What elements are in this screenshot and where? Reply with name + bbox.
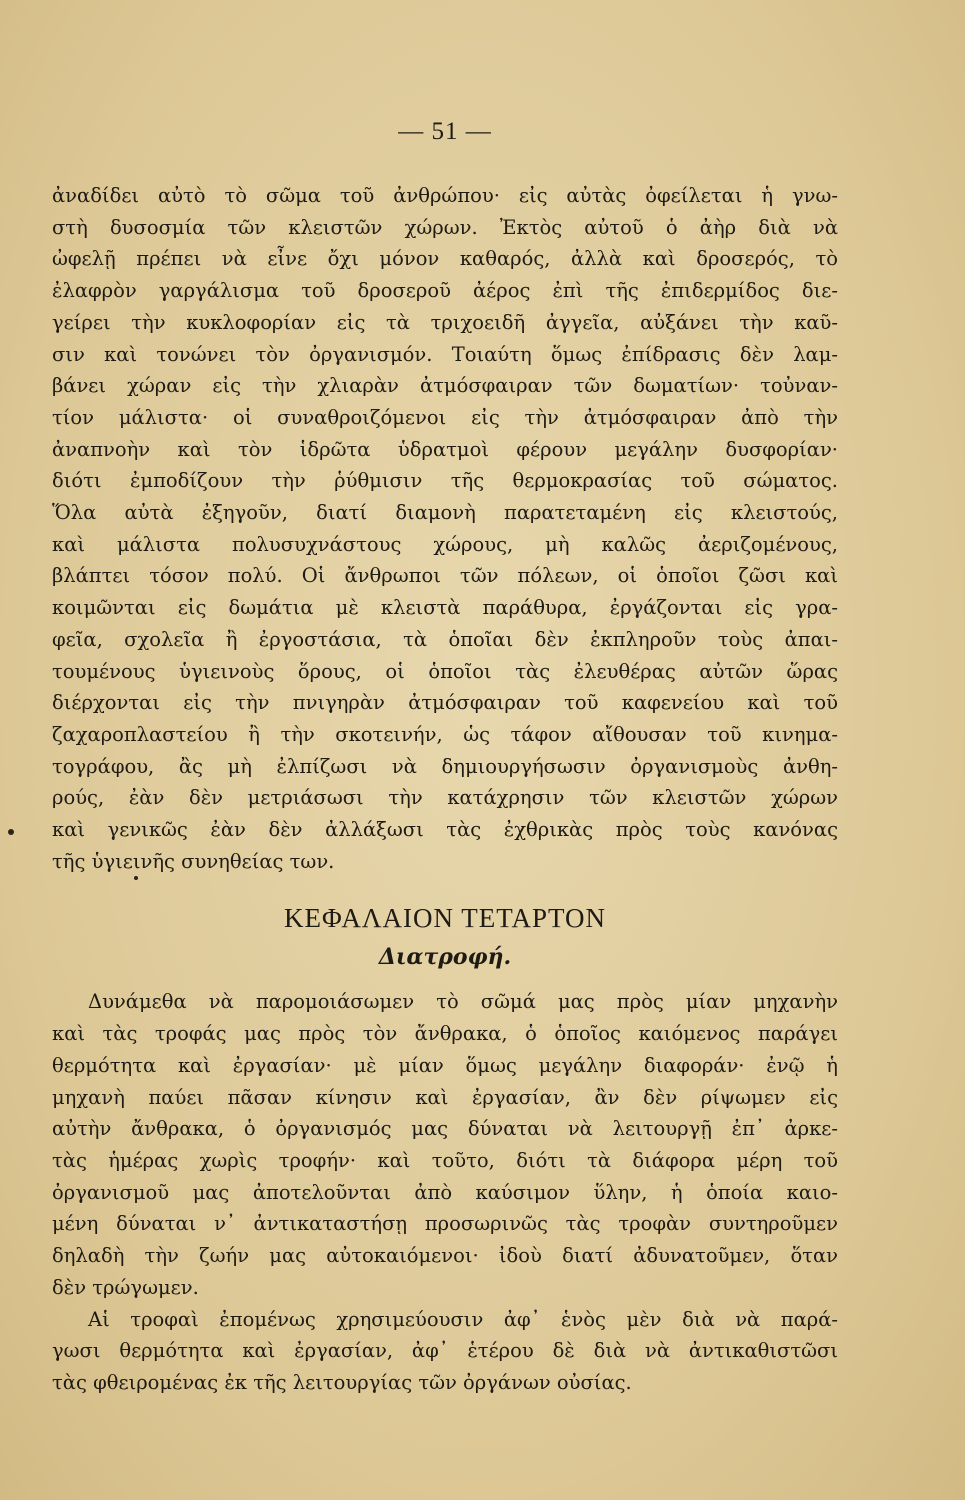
text-line: μένη δύναται ν᾽ ἀντικαταστήσῃ προσωρινῶς τὰς τροφὰν συντηροῦμεν: [52, 1212, 838, 1236]
text-line: κοιμῶνται εἰς δωμάτια μὲ κλειστὰ παράθυρα, ἐργάζονται εἰς γρα-: [52, 596, 838, 620]
book-page: [52, 118, 838, 1399]
text-line: σιν καὶ τονώνει τὸν ὀργανισμόν. Τοιαύτη ὅμως ἐπίδρασις δὲν λαμ-: [52, 342, 838, 366]
text-line: θερμότητα καὶ ἐργασίαν· μὲ μίαν ὅμως μεγάλην διαφοράν· ἐνῷ ἡ: [52, 1053, 838, 1077]
text-line: βλάπτει τόσον πολύ. Οἱ ἄνθρωποι τῶν πόλεων, οἱ ὁποῖοι ζῶσι καὶ: [52, 564, 838, 588]
paragraph-1: [52, 180, 838, 877]
text-line: τογράφου, ἂς μὴ ἐλπίζωσι νὰ δημιουργήσωσιν ὀργανισμοὺς ἀνθη-: [52, 754, 838, 778]
text-line: ἐλαφρὸν γαργάλισμα τοῦ δροσεροῦ ἀέρος ἐπὶ τῆς ἐπιδερμίδος διε-: [52, 279, 838, 303]
text-line: Ὅλα αὐτὰ ἐξηγοῦν, διατί διαμονὴ παρατεταμένη εἰς κλειστούς,: [52, 501, 838, 525]
text-line: ὀργανισμοῦ μας ἀποτελοῦνται ἀπὸ καύσιμον ὕλην, ἡ ὁποία καιο-: [52, 1180, 838, 1204]
text-line: καὶ τὰς τροφάς μας πρὸς τὸν ἄνθρακα, ὁ ὁποῖος καιόμενος παράγει: [52, 1022, 838, 1046]
text-line: γωσι θερμότητα καὶ ἐργασίαν, ἀφ᾽ ἑτέρου δὲ διὰ νὰ ἀντικαθιστῶσι: [52, 1339, 838, 1363]
text-line: διότι ἐμποδίζουν τὴν ῥύθμισιν τῆς θερμοκρασίας τοῦ σώματος.: [52, 469, 838, 493]
text-line: ὠφελῇ πρέπει νὰ εἶνε ὄχι μόνον καθαρός, ἀλλὰ καὶ δροσερός, τὸ: [52, 247, 838, 271]
text-line: τουμένους ὑγιεινοὺς ὅρους, οἱ ὁποῖοι τὰς ἐλευθέρας αὐτῶν ὥρας: [52, 659, 838, 683]
paragraph-3: [52, 1304, 838, 1399]
page-number: — 51 —: [398, 118, 492, 145]
text-line: βάνει χώραν εἰς τὴν χλιαρὰν ἀτμόσφαιραν τῶν δωματίων· τοὐναν-: [52, 374, 838, 398]
text-line: τὰς φθειρομένας ἐκ τῆς λειτουργίας τῶν ὀργάνων οὐσίας.: [52, 1370, 632, 1394]
text-line: καὶ γενικῶς ἐὰν δὲν ἀλλάξωσι τὰς ἐχθρικὰς πρὸς τοὺς κανόνας: [52, 818, 838, 842]
text-line: διέρχονται εἰς τὴν πνιγηρὰν ἀτμόσφαιραν τοῦ καφενείου καὶ τοῦ: [52, 691, 838, 715]
text-line: τῆς ὑγιεινῆς συνηθείας των.: [52, 849, 335, 873]
chapter-title: ΚΕΦΑΛΑΙΟΝ ΤΕΤΑΡΤΟΝ: [283, 903, 607, 934]
text-line: στὴ δυσοσμία τῶν κλειστῶν χώρων. Ἐκτὸς αὐτοῦ ὁ ἀὴρ διὰ νὰ: [52, 215, 838, 239]
text-line: ρούς, ἐὰν δὲν μετριάσωσι τὴν κατάχρησιν τῶν κλειστῶν χώρων: [52, 786, 838, 810]
text-line: τὰς ἡμέρας χωρὶς τροφήν· καὶ τοῦτο, διότι τὰ διάφορα μέρη τοῦ: [52, 1148, 838, 1172]
text-line: Αἱ τροφαὶ ἐπομένως χρησιμεύουσιν ἀφ᾽ ἑνὸς μὲν διὰ νὰ παρά-: [88, 1307, 838, 1331]
text-line: Δυνάμεθα νὰ παρομοιάσωμεν τὸ σῶμά μας πρὸς μίαν μηχανὴν: [88, 990, 838, 1014]
text-line: ἀναδίδει αὐτὸ τὸ σῶμα τοῦ ἀνθρώπου· εἰς αὐτὰς ὀφείλεται ἡ γνω-: [52, 184, 838, 207]
text-line: τίον μάλιστα· οἱ συναθροιζόμενοι εἰς τὴν ἀτμόσφαιραν ἀπὸ τὴν: [52, 405, 838, 429]
text-line: φεῖα, σχολεῖα ἢ ἐργοστάσια, τὰ ὁποῖαι δὲν ἐκπληροῦν τοὺς ἀπαι-: [52, 627, 838, 651]
section-title: Διατροφή.: [378, 944, 512, 971]
text-line: καὶ μάλιστα πολυσυχνάστους χώρους, μὴ καλῶς ἀεριζομένους,: [52, 532, 838, 556]
text-line: μηχανὴ παύει πᾶσαν κίνησιν καὶ ἐργασίαν, ἂν δὲν ρίψωμεν εἰς: [52, 1085, 838, 1109]
text-line: γείρει τὴν κυκλοφορίαν εἰς τὰ τριχοειδῆ ἀγγεῖα, αὐξάνει τὴν καῦ-: [52, 310, 838, 334]
margin-mark: [8, 829, 14, 835]
text-line: ζαχαροπλαστείου ἢ τὴν σκοτεινήν, ὡς τάφον αἴθουσαν τοῦ κινημα-: [52, 722, 838, 746]
paragraph-2: [52, 986, 838, 1303]
text-line: αὐτὴν ἄνθρακα, ὁ ὀργανισμός μας δύναται νὰ λειτουργῇ ἐπ᾽ ἀρκε-: [52, 1117, 838, 1141]
text-line: ἀναπνοὴν καὶ τὸν ἱδρῶτα ὑδρατμοὶ φέρουν μεγάλην δυσφορίαν·: [52, 437, 838, 461]
text-line: δηλαδὴ τὴν ζωήν μας αὐτοκαιόμενοι· ἰδοὺ διατί ἀδυνατοῦμεν, ὅταν: [52, 1244, 838, 1268]
text-line: δὲν τρώγωμεν.: [52, 1275, 199, 1299]
